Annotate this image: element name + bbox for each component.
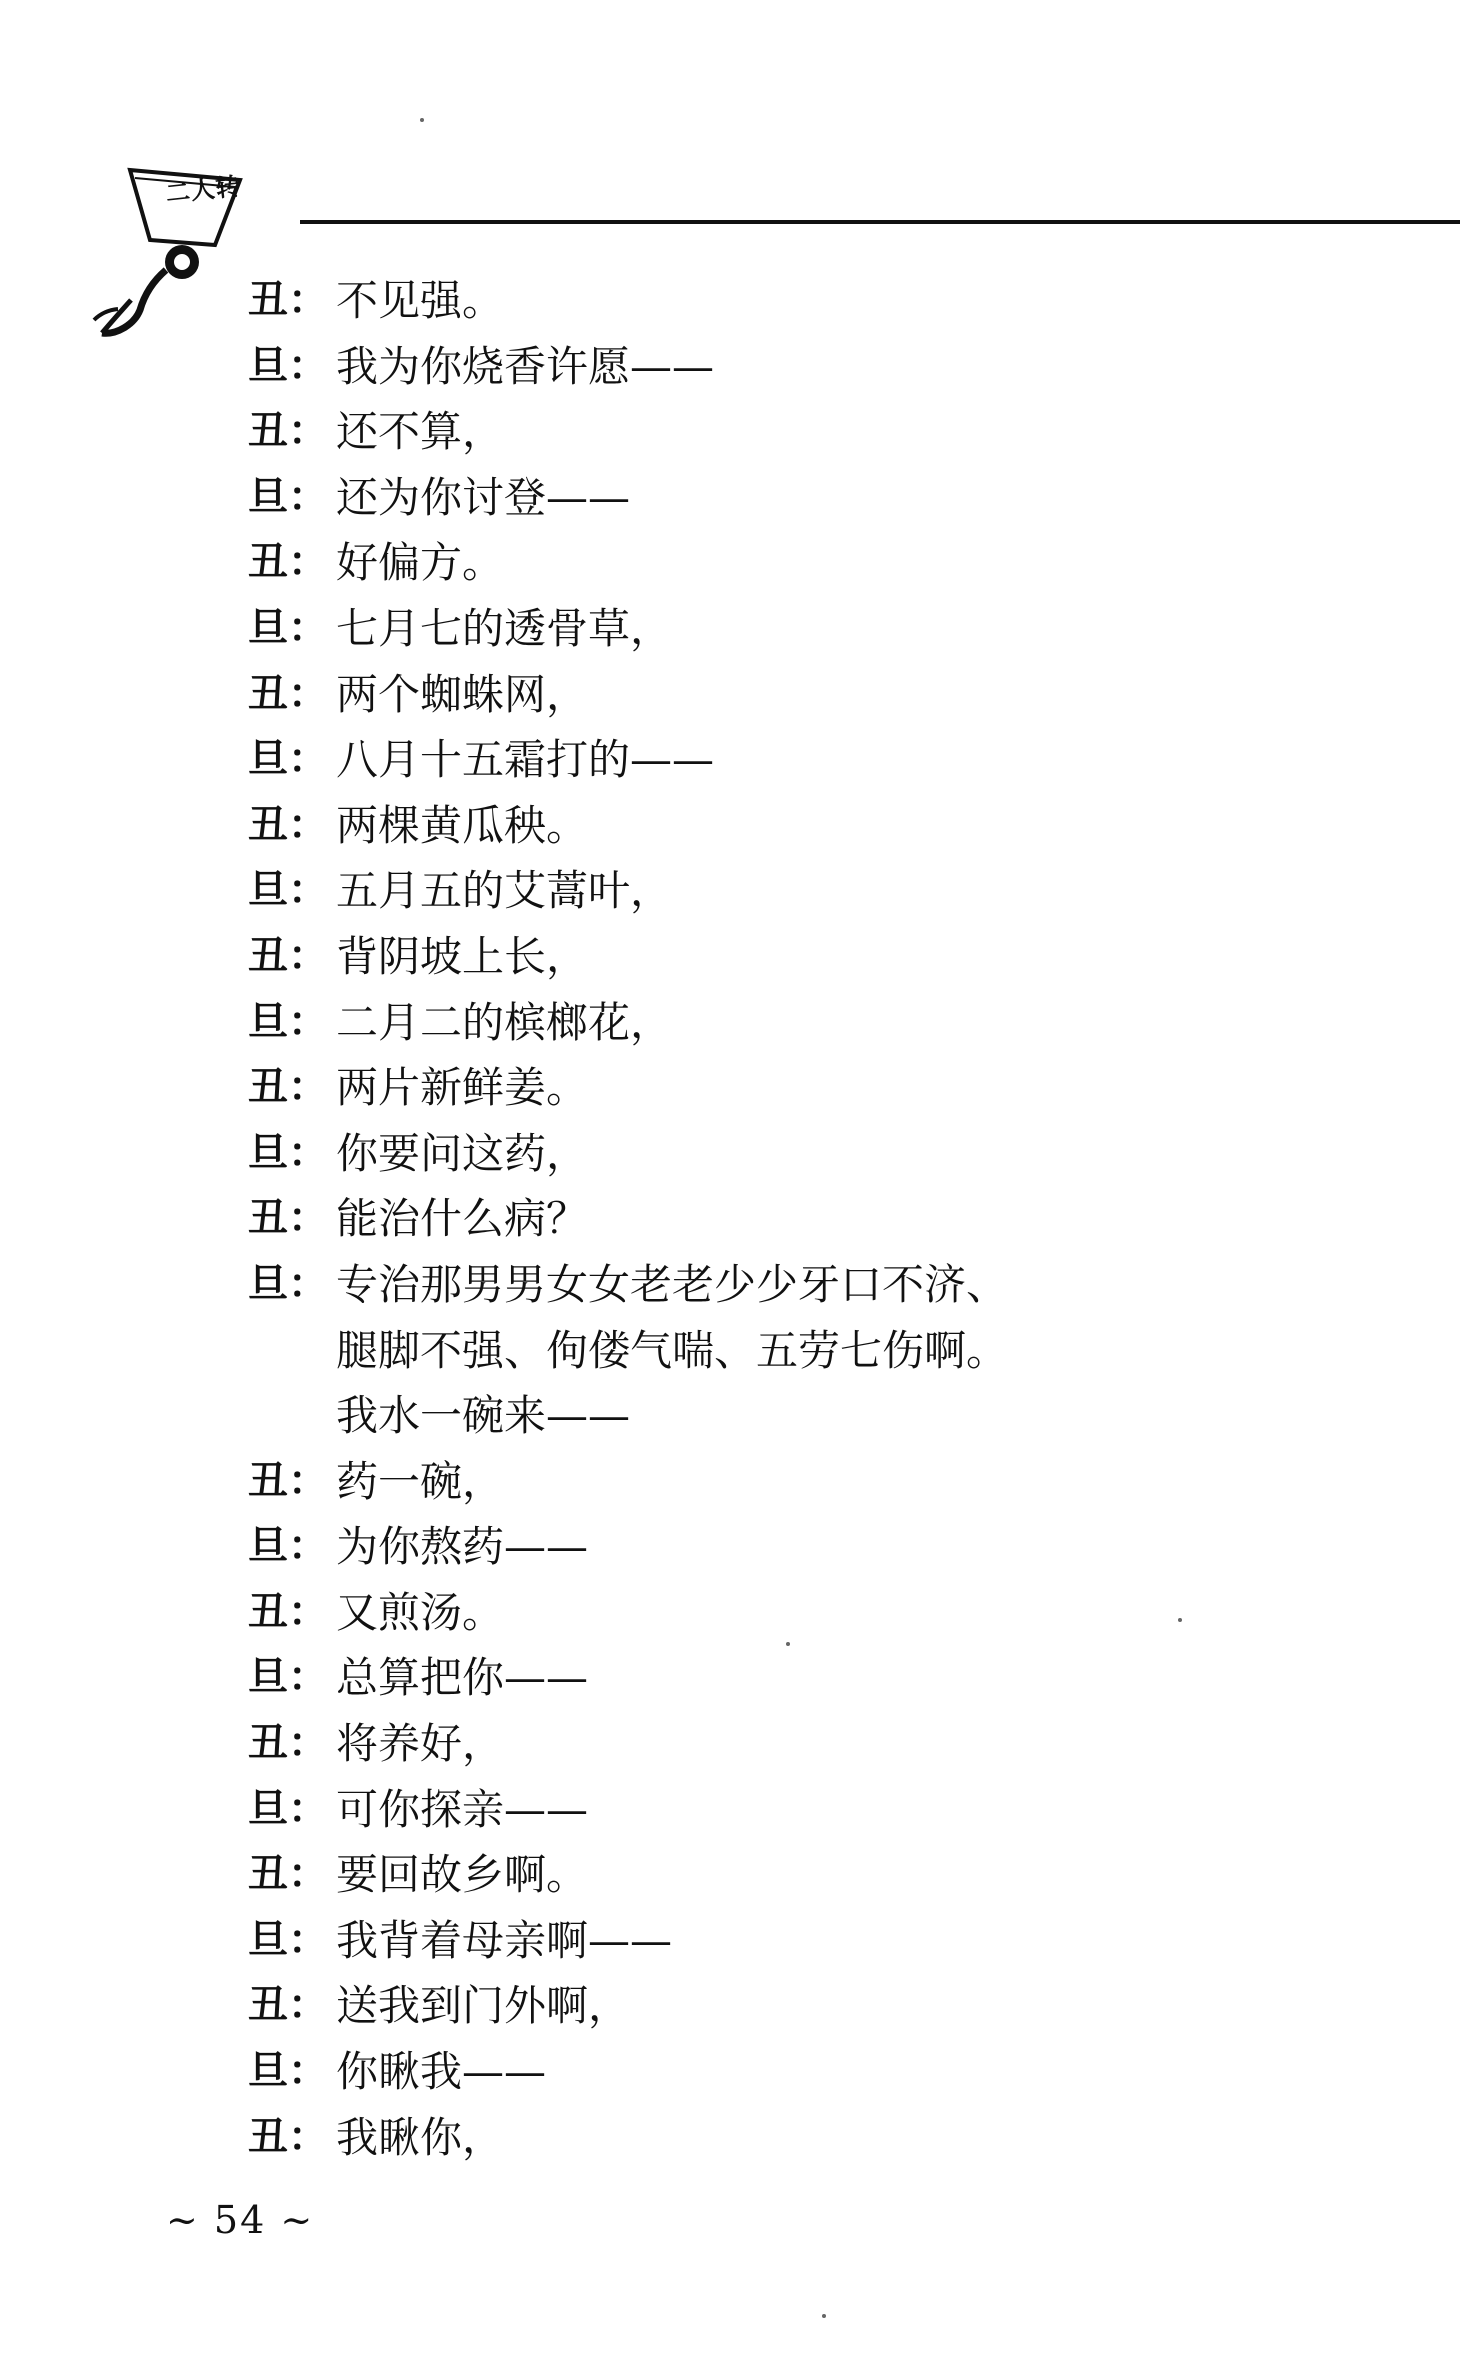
dialogue-line: [248, 1580, 1248, 1646]
dialogue-line: [248, 596, 1248, 662]
dialogue-line: [248, 1186, 1248, 1252]
speech-text: 你瞅我——: [336, 2047, 547, 2097]
dialogue-line: [248, 990, 1248, 1056]
speaker-role: 旦：: [248, 342, 328, 389]
speaker-role: 丑：: [248, 2113, 328, 2160]
dialogue-line: [248, 334, 1248, 400]
speech-text: 为你熬药——: [336, 1522, 589, 1572]
speech-text: 要回故乡啊。: [336, 1850, 589, 1900]
dialogue-line: [248, 924, 1248, 990]
dialogue-line: [248, 530, 1248, 596]
speech-text: 还不算，: [336, 407, 505, 457]
speaker-role: 丑：: [248, 1457, 328, 1504]
speech-text: 我瞅你，: [336, 2112, 505, 2162]
page-header: [80, 150, 1420, 270]
speaker-role: 丑：: [248, 801, 328, 848]
book-title-logo: 二人转: [164, 171, 243, 208]
speech-text: 专治那男男女女老老少少牙口不济、: [336, 1259, 1009, 1309]
speaker-role: 旦：: [248, 473, 328, 520]
speech-text: 药一碗，: [336, 1456, 505, 1506]
speaker-role: 旦：: [248, 736, 328, 783]
speaker-role: 丑：: [248, 1851, 328, 1898]
speaker-role: 丑：: [248, 1064, 328, 1111]
speech-text: 可你探亲——: [336, 1784, 589, 1834]
speaker-role: 旦：: [248, 1260, 328, 1307]
speaker-role: 丑：: [248, 1588, 328, 1635]
dialogue-line: [248, 268, 1248, 334]
dialogue-line: [248, 858, 1248, 924]
dialogue-line: [248, 1908, 1248, 1974]
speech-text: 你要问这药，: [336, 1128, 589, 1178]
speaker-role: 旦：: [248, 998, 328, 1045]
speaker-role: 丑：: [248, 277, 328, 323]
dialogue-line: [248, 1514, 1248, 1580]
scan-speck: [1178, 1618, 1182, 1622]
scan-speck: [822, 2314, 826, 2318]
dialogue-line: [248, 662, 1248, 728]
dialogue-line: [248, 2039, 1248, 2105]
speech-text: 还为你讨登——: [336, 472, 631, 522]
speech-text: 八月十五霜打的——: [336, 735, 715, 785]
scan-speck: [420, 118, 424, 122]
dialogue-line: [248, 1121, 1248, 1187]
dialogue-line: [248, 1711, 1248, 1777]
speaker-role: 旦：: [248, 1785, 328, 1832]
speech-text: 两片新鲜姜。: [336, 1063, 589, 1113]
speech-text: 七月七的透骨草，: [336, 603, 673, 653]
speech-text: 两个蜘蛛网，: [336, 669, 589, 719]
speech-text: 又煎汤。: [336, 1587, 505, 1637]
speaker-role: 丑：: [248, 408, 328, 455]
speech-text: 不见强。: [336, 276, 505, 325]
dialogue-line: [248, 399, 1248, 465]
speech-text: 好偏方。: [336, 538, 505, 588]
speaker-role: 丑：: [248, 670, 328, 717]
speaker-role: 旦：: [248, 1523, 328, 1570]
speaker-role: 丑：: [248, 1195, 328, 1242]
speaker-role: 旦：: [248, 2048, 328, 2095]
speech-text: 腿脚不强、佝偻气喘、五劳七伤啊。: [336, 1325, 1009, 1375]
dialogue-line: [248, 1842, 1248, 1908]
speech-text: 二月二的槟榔花，: [336, 997, 673, 1047]
dialogue-line: [248, 793, 1248, 859]
speech-text: 我水一碗来——: [336, 1391, 631, 1441]
speaker-role: 丑：: [248, 1982, 328, 2029]
dialogue-line: [248, 1973, 1248, 2039]
dialogue-line: [248, 2105, 1248, 2171]
speaker-role: 旦：: [248, 1129, 328, 1176]
dialogue-line: [248, 1383, 1248, 1449]
speech-text: 五月五的艾蒿叶，: [336, 866, 673, 916]
speaker-role: 丑：: [248, 932, 328, 979]
speech-text: 我背着母亲啊——: [336, 1915, 673, 1965]
speech-text: 将养好，: [336, 1719, 505, 1769]
speech-text: 能治什么病？: [336, 1194, 589, 1244]
dialogue-line: [248, 1449, 1248, 1515]
speaker-role: 丑：: [248, 1720, 328, 1767]
dialogue-line: [248, 1645, 1248, 1711]
page-number: ~ 54 ~: [166, 2198, 315, 2242]
speaker-role: 丑：: [248, 539, 328, 586]
speech-text: 两棵黄瓜秧。: [336, 800, 589, 850]
speech-text: 总算把你——: [336, 1653, 589, 1703]
dialogue-line: [248, 465, 1248, 531]
speech-text: 背阴坡上长，: [336, 931, 589, 981]
dialogue-line: [248, 1777, 1248, 1843]
speaker-role: 旦：: [248, 1916, 328, 1963]
dialogue-line: [248, 1318, 1248, 1384]
dialogue: [248, 268, 1248, 2170]
speech-text: 我为你烧香许愿——: [336, 341, 715, 391]
dialogue-line: [248, 727, 1248, 793]
speaker-role: 旦：: [248, 867, 328, 914]
dialogue-line: [248, 1055, 1248, 1121]
speaker-role: 旦：: [248, 604, 328, 651]
speaker-role: 旦：: [248, 1654, 328, 1701]
scan-speck: [786, 1642, 790, 1646]
header-rule: [300, 220, 1460, 224]
dialogue-line: [248, 1252, 1248, 1318]
speech-text: 送我到门外啊，: [336, 1981, 631, 2031]
